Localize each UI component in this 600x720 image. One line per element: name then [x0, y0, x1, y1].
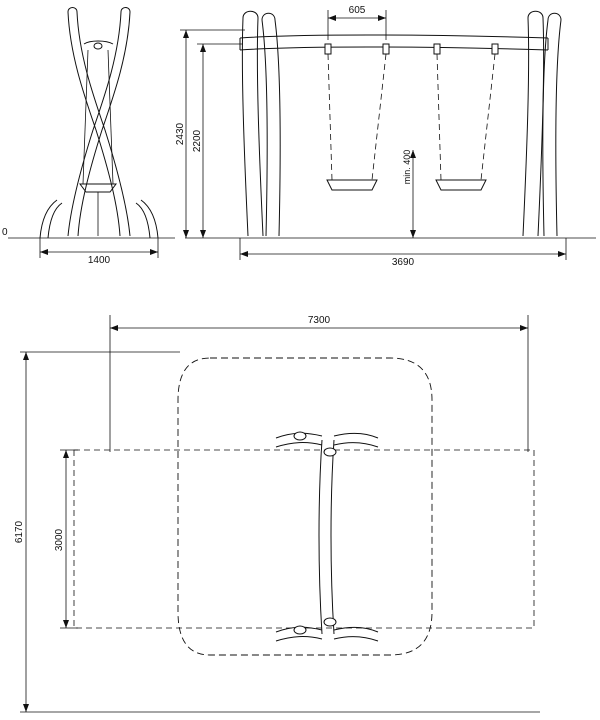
arrow-2200-top — [200, 44, 206, 52]
safety-zone-outline — [178, 358, 432, 655]
hanger-2 — [383, 44, 389, 54]
pivot-side — [94, 43, 102, 49]
arrow-right-1400 — [150, 249, 158, 255]
dim-label-beam-height: 2200 — [192, 129, 203, 153]
arrow-3000-top — [63, 450, 69, 458]
rope-left-side — [83, 50, 88, 184]
dim-label-side-width: 1400 — [87, 255, 111, 266]
arrow-3690-left — [240, 251, 248, 257]
arrow-605-right — [378, 15, 386, 21]
dim-label-seat-width: 605 — [348, 5, 366, 16]
arrow-2200-bottom — [200, 230, 206, 238]
dim-label-plan-height: 6170 — [14, 520, 25, 544]
ground-zero-label: 0 — [2, 227, 8, 238]
front-post-left-a — [242, 18, 248, 236]
front-elevation-view — [175, 5, 596, 268]
foot-right-b — [136, 203, 150, 238]
hanger-4 — [492, 44, 498, 54]
rope-1-right — [372, 54, 386, 180]
front-post-left-cap2 — [262, 13, 275, 20]
plan-joint-top-center — [324, 448, 336, 456]
safety-rect-inner — [74, 450, 534, 628]
arrow-3690-right — [558, 251, 566, 257]
arrow-6170-top — [23, 352, 29, 360]
arrow-2430-bottom — [183, 230, 189, 238]
arrow-left-1400 — [40, 249, 48, 255]
arrow-6170-bottom — [23, 704, 29, 712]
arrow-2430-top — [183, 30, 189, 38]
arrow-min400-bottom — [410, 230, 416, 238]
hanger-3 — [434, 44, 440, 54]
rope-2-right — [481, 54, 495, 180]
front-post-left-b — [257, 18, 263, 236]
dim-label-plan-inner-height: 3000 — [54, 528, 65, 552]
front-post-right-cap2 — [548, 13, 561, 20]
plan-arm-top-right — [334, 433, 378, 438]
beam-top-edge — [240, 35, 548, 38]
plan-beam-right — [331, 440, 334, 634]
arrow-3000-bottom — [63, 620, 69, 628]
post-right-outer — [78, 12, 130, 236]
plan-beam-left — [319, 440, 322, 634]
front-post-right-cap — [528, 11, 543, 18]
rope-1-left — [328, 54, 332, 180]
rope-2-left — [437, 54, 441, 180]
plan-joint-top-left — [294, 432, 306, 440]
plan-view — [14, 315, 540, 712]
dim-label-plan-width: 7300 — [307, 315, 331, 326]
post-cap-right — [121, 8, 130, 13]
plan-joint-bot-center — [324, 618, 336, 626]
beam-bottom-edge — [240, 47, 548, 50]
front-post-right-d — [556, 20, 561, 236]
arrow-7300-left — [110, 325, 118, 331]
seat-2 — [436, 180, 486, 190]
plan-joint-bot-left — [294, 626, 306, 634]
plan-arm-bot-left-b — [276, 637, 322, 641]
plan-arm-top-right-b — [334, 443, 378, 447]
front-post-left-d — [275, 20, 280, 236]
side-elevation-view — [2, 8, 175, 267]
seat-1 — [327, 180, 377, 190]
arrow-7300-right — [520, 325, 528, 331]
dim-label-total-height: 2430 — [175, 122, 186, 146]
hanger-1 — [325, 44, 331, 54]
post-cap-left — [68, 8, 77, 13]
front-post-left-c — [262, 20, 267, 236]
dim-label-front-width: 3690 — [391, 257, 415, 268]
arrow-605-left — [328, 15, 336, 21]
dim-label-seat-clearance: min. 400 — [402, 149, 412, 185]
front-post-left-cap — [243, 11, 258, 18]
front-post-right-a — [523, 18, 529, 236]
plan-arm-bot-right-b — [334, 637, 378, 641]
foot-left-b — [48, 203, 62, 238]
plan-arm-top-left-b — [276, 443, 322, 447]
